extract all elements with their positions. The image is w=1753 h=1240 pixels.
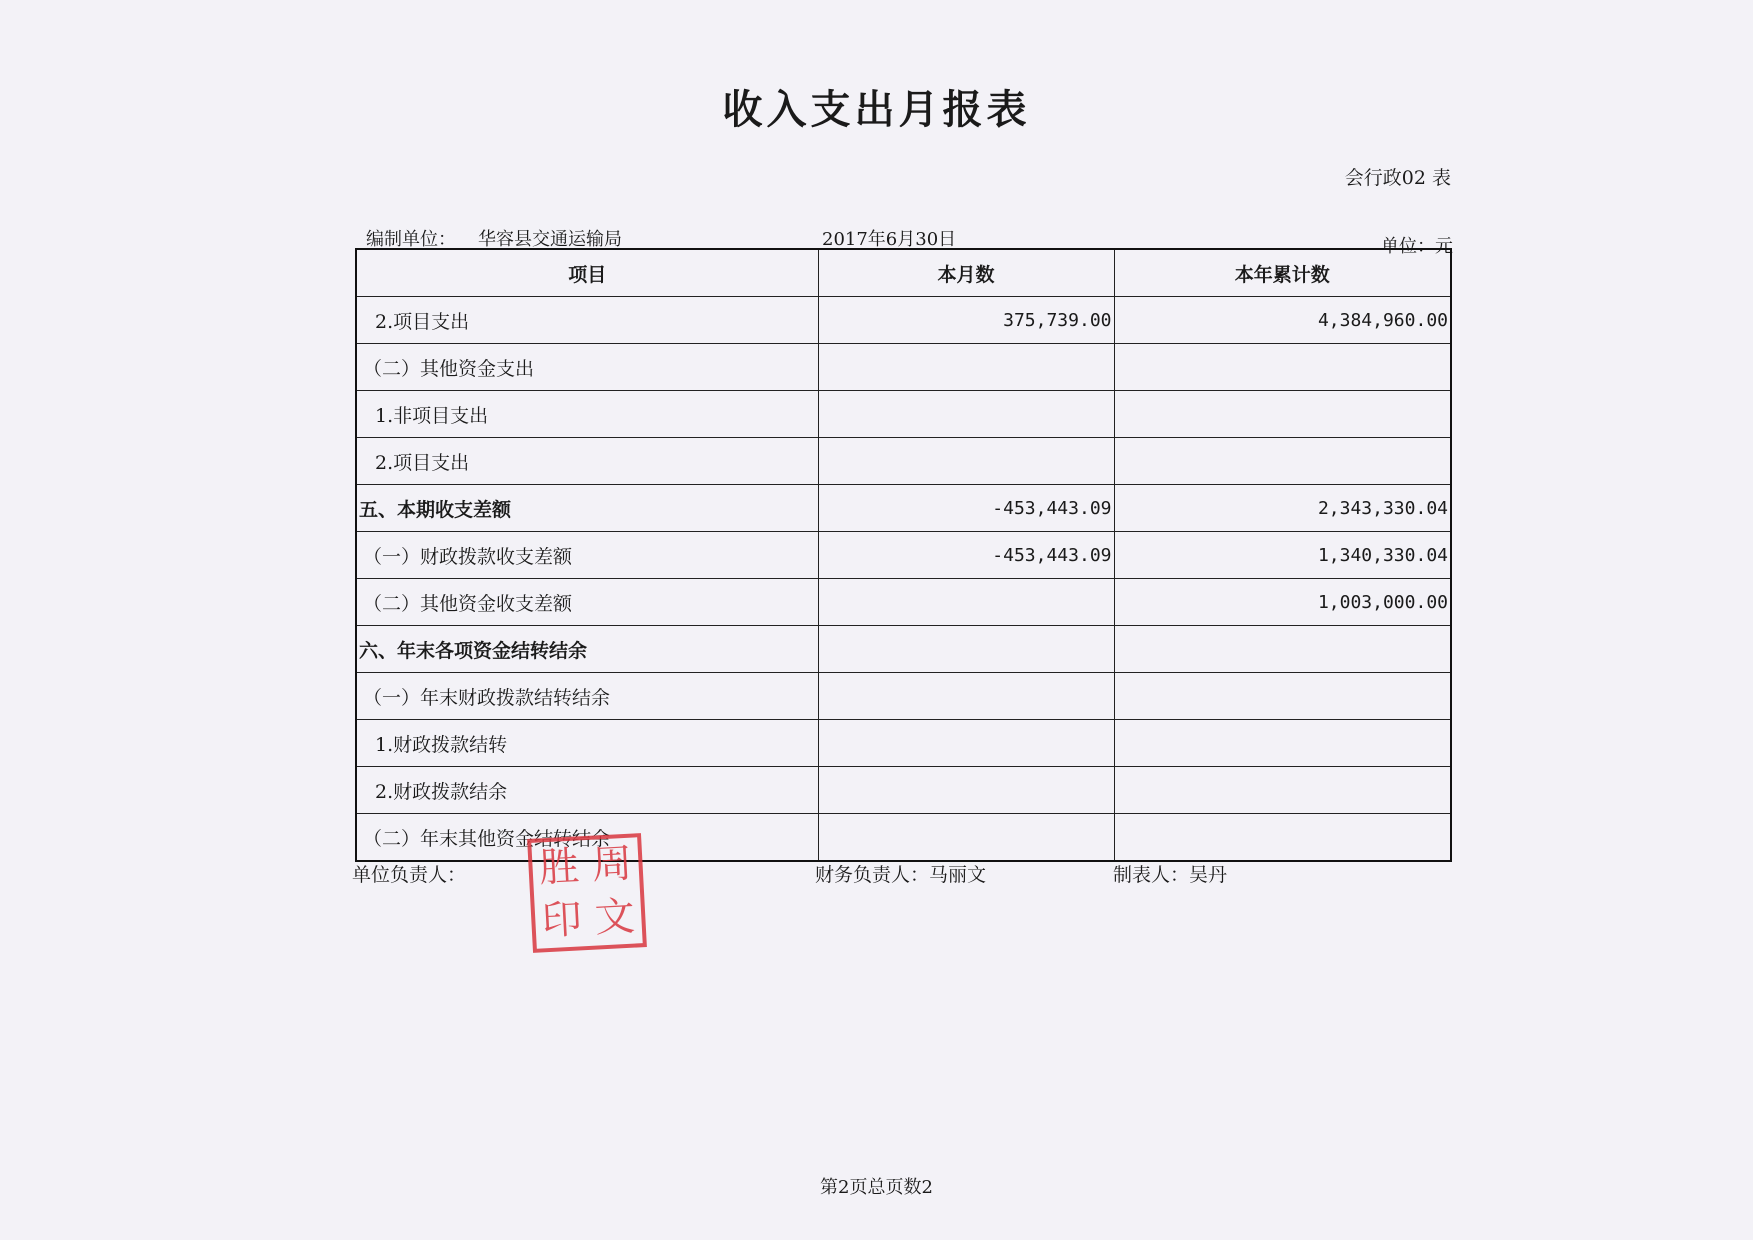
- row-item-label: 五、本期收支差额: [356, 485, 818, 532]
- row-ytd-value: [1114, 438, 1451, 485]
- table-row: [356, 626, 1451, 673]
- row-ytd-value: 1,003,000.00: [1114, 579, 1451, 626]
- column-header-item: 项目: [356, 249, 818, 297]
- table-row: [356, 391, 1451, 438]
- row-ytd-value: [1114, 814, 1451, 862]
- row-ytd-value: 2,343,330.04: [1114, 485, 1451, 532]
- row-item-label: （二）其他资金支出: [356, 344, 818, 391]
- unit-label: 编制单位：: [366, 229, 456, 250]
- table-row: [356, 297, 1451, 344]
- seal-char: 印: [540, 896, 584, 945]
- row-ytd-value: [1114, 391, 1451, 438]
- seal-char: 胜: [537, 843, 581, 892]
- row-item-label: 1.财政拨款结转: [356, 720, 818, 767]
- row-item-label: 六、年末各项资金结转结余: [356, 626, 818, 673]
- row-ytd-value: 1,340,330.04: [1114, 532, 1451, 579]
- form-code: 会行政02 表: [1344, 167, 1451, 189]
- row-item-label: （一）财政拨款收支差额: [356, 532, 818, 579]
- table-row: [356, 344, 1451, 391]
- row-ytd-value: 4,384,960.00: [1114, 297, 1451, 344]
- seal-char: 文: [593, 893, 637, 942]
- report-table-body: [356, 297, 1451, 862]
- row-ytd-value: [1114, 344, 1451, 391]
- row-item-label: 2.项目支出: [356, 438, 818, 485]
- unit-name: 华容县交通运输局: [478, 229, 622, 250]
- row-ytd-value: [1114, 767, 1451, 814]
- row-month-value: [818, 579, 1114, 626]
- row-item-label: （二）其他资金收支差额: [356, 579, 818, 626]
- table-row: [356, 438, 1451, 485]
- table-row: [356, 532, 1451, 579]
- table-row: [356, 673, 1451, 720]
- row-ytd-value: [1114, 673, 1451, 720]
- row-month-value: [818, 720, 1114, 767]
- row-month-value: [818, 344, 1114, 391]
- column-header-ytd: 本年累计数: [1114, 249, 1451, 297]
- row-item-label: （二）年末其他资金结转结余: [356, 814, 818, 862]
- table-row: [356, 579, 1451, 626]
- row-month-value: [818, 814, 1114, 862]
- page-footer: 第2页总页数2: [820, 1177, 933, 1198]
- row-month-value: [818, 438, 1114, 485]
- row-ytd-value: [1114, 720, 1451, 767]
- currency-unit: 单位：元: [1381, 236, 1453, 257]
- preparer-signature: 制表人：吴丹: [1113, 864, 1228, 886]
- table-row: [356, 767, 1451, 814]
- finance-head-signature: 财务负责人：马丽文: [815, 864, 987, 886]
- report-title: 收入支出月报表: [722, 87, 1031, 133]
- table-row: [356, 720, 1451, 767]
- row-item-label: 2.财政拨款结余: [356, 767, 818, 814]
- column-header-month: 本月数: [818, 249, 1114, 297]
- row-month-value: [818, 767, 1114, 814]
- seal-char: 周: [590, 840, 634, 889]
- table-header-row: [356, 249, 1451, 297]
- row-month-value: 375,739.00: [818, 297, 1114, 344]
- seal-stamp: [527, 833, 647, 953]
- report-date: 2017年6月30日: [822, 229, 957, 250]
- row-item-label: （一）年末财政拨款结转结余: [356, 673, 818, 720]
- row-month-value: [818, 391, 1114, 438]
- unit-head-signature: 单位负责人：: [352, 864, 467, 886]
- row-month-value: -453,443.09: [818, 485, 1114, 532]
- row-item-label: 1.非项目支出: [356, 391, 818, 438]
- row-month-value: [818, 673, 1114, 720]
- row-month-value: [818, 626, 1114, 673]
- row-item-label: 2.项目支出: [356, 297, 818, 344]
- row-ytd-value: [1114, 626, 1451, 673]
- table-row: [356, 485, 1451, 532]
- table-row: [356, 814, 1451, 862]
- report-table: [355, 248, 1452, 862]
- row-month-value: -453,443.09: [818, 532, 1114, 579]
